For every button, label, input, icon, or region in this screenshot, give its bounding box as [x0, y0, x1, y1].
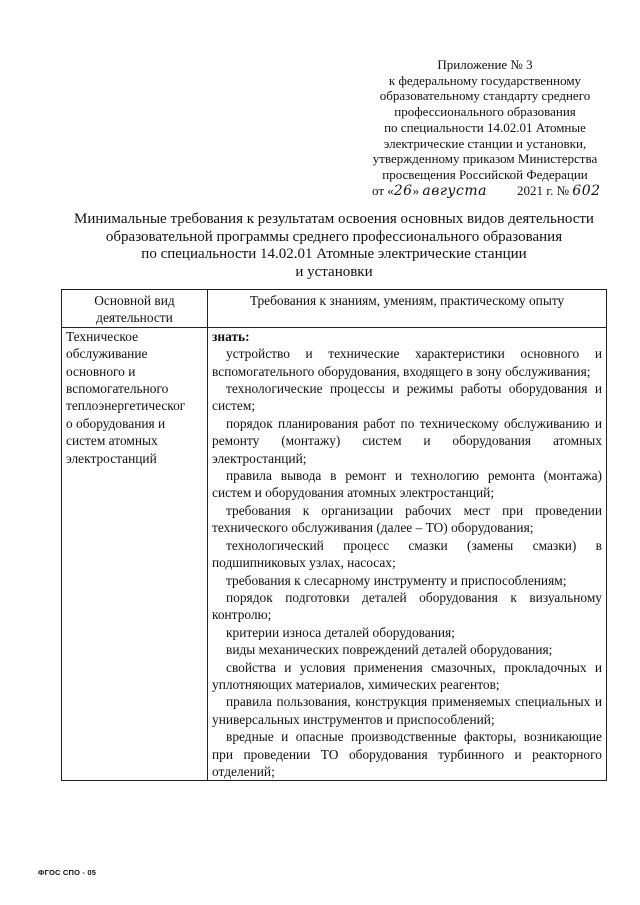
page-footer-code: ФГОС СПО - 05 — [38, 868, 97, 877]
table-header-row — [62, 290, 607, 328]
appendix-line: образовательному стандарту среднего — [379, 88, 591, 104]
requirement-item: вредные и опасные производственные факторы, возникающие при проведении ТО оборудования турбинного и реакторного отделений; — [212, 729, 602, 779]
appendix-header — [356, 57, 614, 199]
activity-cell — [62, 327, 208, 781]
date-mid: » — [412, 182, 423, 198]
appendix-line: просвещения Российской Федерации — [382, 166, 588, 182]
activity-line: систем атомных — [66, 433, 158, 449]
requirements-cell — [208, 327, 607, 781]
order-date-line — [356, 183, 614, 200]
handwritten-month: августа — [422, 182, 487, 199]
activity-line: о оборудования и — [66, 415, 166, 431]
appendix-line: электрические станции и установки, — [383, 135, 587, 151]
handwritten-day: 26 — [393, 182, 413, 199]
requirement-item: порядок планирования работ по техническому обслуживанию и ремонту (монтажу) систем и оборудования атомных электростанций; — [212, 415, 602, 466]
header-activity: Основной вид деятельности — [62, 290, 208, 328]
appendix-line: по специальности 14.02.01 Атомные — [384, 119, 586, 135]
requirement-item: критерии износа деталей оборудования; — [226, 624, 455, 640]
know-label: знать: — [212, 328, 250, 344]
appendix-line: к федеральному государственному — [388, 72, 582, 88]
title-line: образовательной программы среднего профессионального образования — [105, 228, 563, 245]
activity-line: вспомогательного — [66, 381, 169, 397]
requirement-item: порядок подготовки деталей оборудования к визуальному контролю; — [212, 589, 602, 623]
requirement-item: технологический процесс смазки (замены смазки) в подшипниковых узлах, насосах; — [212, 537, 602, 571]
activity-line: теплоэнергетическог — [66, 398, 186, 414]
requirement-item: свойства и условия применения смазочных, прокладочных и уплотняющих материалов, химических реагентов; — [212, 659, 602, 692]
date-year: 2021 г. № — [517, 182, 573, 198]
header-requirements: Требования к знаниям, умениям, практическому опыту — [208, 290, 607, 328]
requirement-item: правила пользования, конструкция применяемых специальных и универсальных инструментов и приспособлений; — [212, 694, 602, 727]
date-prefix: от « — [372, 182, 394, 198]
requirements-table — [61, 289, 607, 781]
title-line: по специальности 14.02.01 Атомные электрические станции — [141, 246, 527, 263]
document-title — [64, 211, 604, 281]
appendix-line: профессионального образования — [394, 104, 576, 120]
requirement-item: виды механических повреждений деталей оборудования; — [226, 642, 553, 658]
table-row — [62, 327, 607, 781]
appendix-line: Приложение № 3 — [437, 57, 533, 72]
requirement-item: устройство и технические характеристики основного и вспомогательного оборудования, входящего в зону обслуживания; — [212, 346, 602, 379]
requirement-item: требования к слесарному инструменту и приспособлениям; — [226, 572, 567, 588]
activity-line: основного и — [66, 363, 136, 379]
activity-line: Техническое — [66, 328, 139, 344]
handwritten-order-number: 602 — [572, 182, 601, 199]
activity-line: электростанций — [66, 450, 157, 466]
appendix-line: утвержденному приказом Министерства — [372, 151, 598, 167]
title-line: Минимальные требования к результатам освоения основных видов деятельности — [74, 211, 594, 227]
requirement-item: технологические процессы и режимы работы оборудования и систем; — [212, 381, 602, 414]
title-line: и установки — [295, 263, 373, 280]
requirement-item: правила вывода в ремонт и технологию ремонта (монтажа) систем и оборудования атомных электростанций; — [212, 468, 602, 501]
requirement-item: требования к организации рабочих мест при проведении технического обслуживания (далее – ТО) оборудования; — [212, 502, 602, 536]
activity-line: обслуживание — [66, 346, 148, 362]
